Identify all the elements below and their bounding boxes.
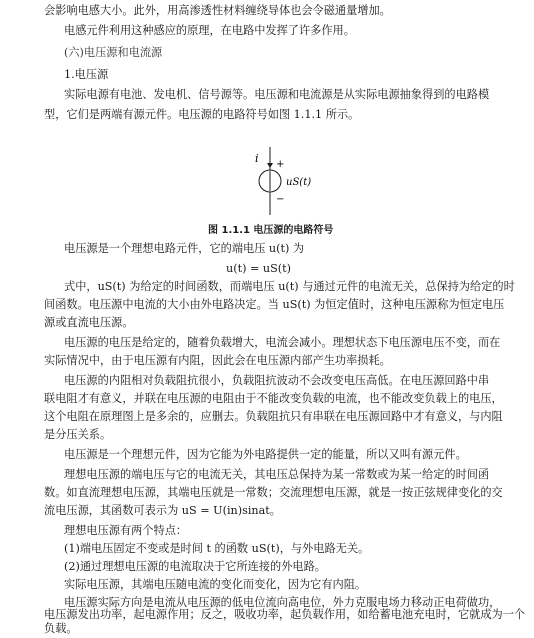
text-line: 理想电压源有两个特点： xyxy=(64,524,188,537)
section-heading: (六)电压源和电流源 xyxy=(64,46,163,59)
text-line: 理想电压源的端电压与它的电流无关，其电压总保持为某一常数或为某一给定的时间函 xyxy=(64,468,490,481)
current-label: i xyxy=(255,152,259,165)
text-line: 电压源的电压是给定的，随着负载增大，电流会减小。理想状态下电压源电压不变，而在 xyxy=(64,336,501,349)
text-line: 电压源发出功率，起电源作用；反之，吸收功率，起负载作用，如给蓄电池充电时，它就成为一个 xyxy=(44,608,526,621)
text-line: 负载。 xyxy=(44,622,78,635)
text-line: 型，它们是两端有源元件。电压源的电路符号如图 1.1.1 所示。 xyxy=(44,108,360,121)
list-item: (1)端电压固定不变或是时间 t 的函数 uS(t)，与外电路无关。 xyxy=(64,542,370,555)
text-line: 电压源的内阻相对负载阻抗很小，负载阻抗波动不会改变电压高低。在电压源回路中串 xyxy=(64,374,490,387)
equation: u(t) = uS(t) xyxy=(226,262,292,275)
text-line: 电压源是一个理想元件，因为它能为外电路提供一定的能量，所以又叫有源元件。 xyxy=(64,448,467,461)
text-line: 会影响电感大小。此外，用高渗透性材料缠绕导体也会令磁通量增加。 xyxy=(44,4,391,17)
plus-label: + xyxy=(276,159,285,170)
text-line: 实际电压源，其端电压随电流的变化而变化，因为它有内阻。 xyxy=(64,578,367,591)
voltage-source-figure xyxy=(245,145,355,217)
text-line: 这个电阻在原理图上是多余的，应删去。负载阻抗只有串联在电压源回路中才有意义，与内阻 xyxy=(44,410,503,423)
source-label: uS(t) xyxy=(286,177,312,188)
text-line: 源或直流电压源。 xyxy=(44,316,134,329)
text-line: 电压源是一个理想电路元件，它的端电压 u(t) 为 xyxy=(64,242,305,255)
text-line: 数。如直流理想电压源，其端电压就是一常数；交流理想电压源，就是一按正弦规律变化的交 xyxy=(44,486,503,499)
text-line: 流电压源，其函数可表示为 uS = U(in)sinat。 xyxy=(44,504,281,517)
figure-caption: 图 1.1.1 电压源的电路符号 xyxy=(208,225,334,236)
text-line: 间函数。电压源中电流的大小由外电路决定。当 uS(t) 为恒定值时，这种电压源称为恒定电压 xyxy=(44,298,505,311)
text-line: 电感元件利用这种感应的原理，在电路中发挥了许多作用。 xyxy=(64,24,355,37)
text-line: 联电阻才有意义，并联在电压源的电阻由于不能改变负载的电流，也不能改变负载上的电压， xyxy=(44,392,503,405)
minus-label: − xyxy=(276,194,285,205)
text-line: 实际情况中，由于电压源有内阻，因此会在电压源内部产生功率损耗。 xyxy=(44,354,391,367)
text-line: 电压源实际方向是电流从电压源的低电位流向高电位，外力克服电场力移动正电荷做功， xyxy=(64,596,501,609)
text-line: 实际电源有电池、发电机、信号源等。电压源和电流源是从实际电源抽象得到的电路模 xyxy=(64,88,490,101)
text-line: 式中，uS(t) 为给定的时间函数，而端电压 u(t) 与通过元件的电流无关，总保持为给定的时 xyxy=(64,280,515,293)
text-line: 是分压关系。 xyxy=(44,428,112,441)
subsection-heading: 1.电压源 xyxy=(64,68,109,81)
current-arrow-icon xyxy=(267,163,273,168)
list-item: (2)通过理想电压源的电流取决于它所连接的外电路。 xyxy=(64,560,326,573)
